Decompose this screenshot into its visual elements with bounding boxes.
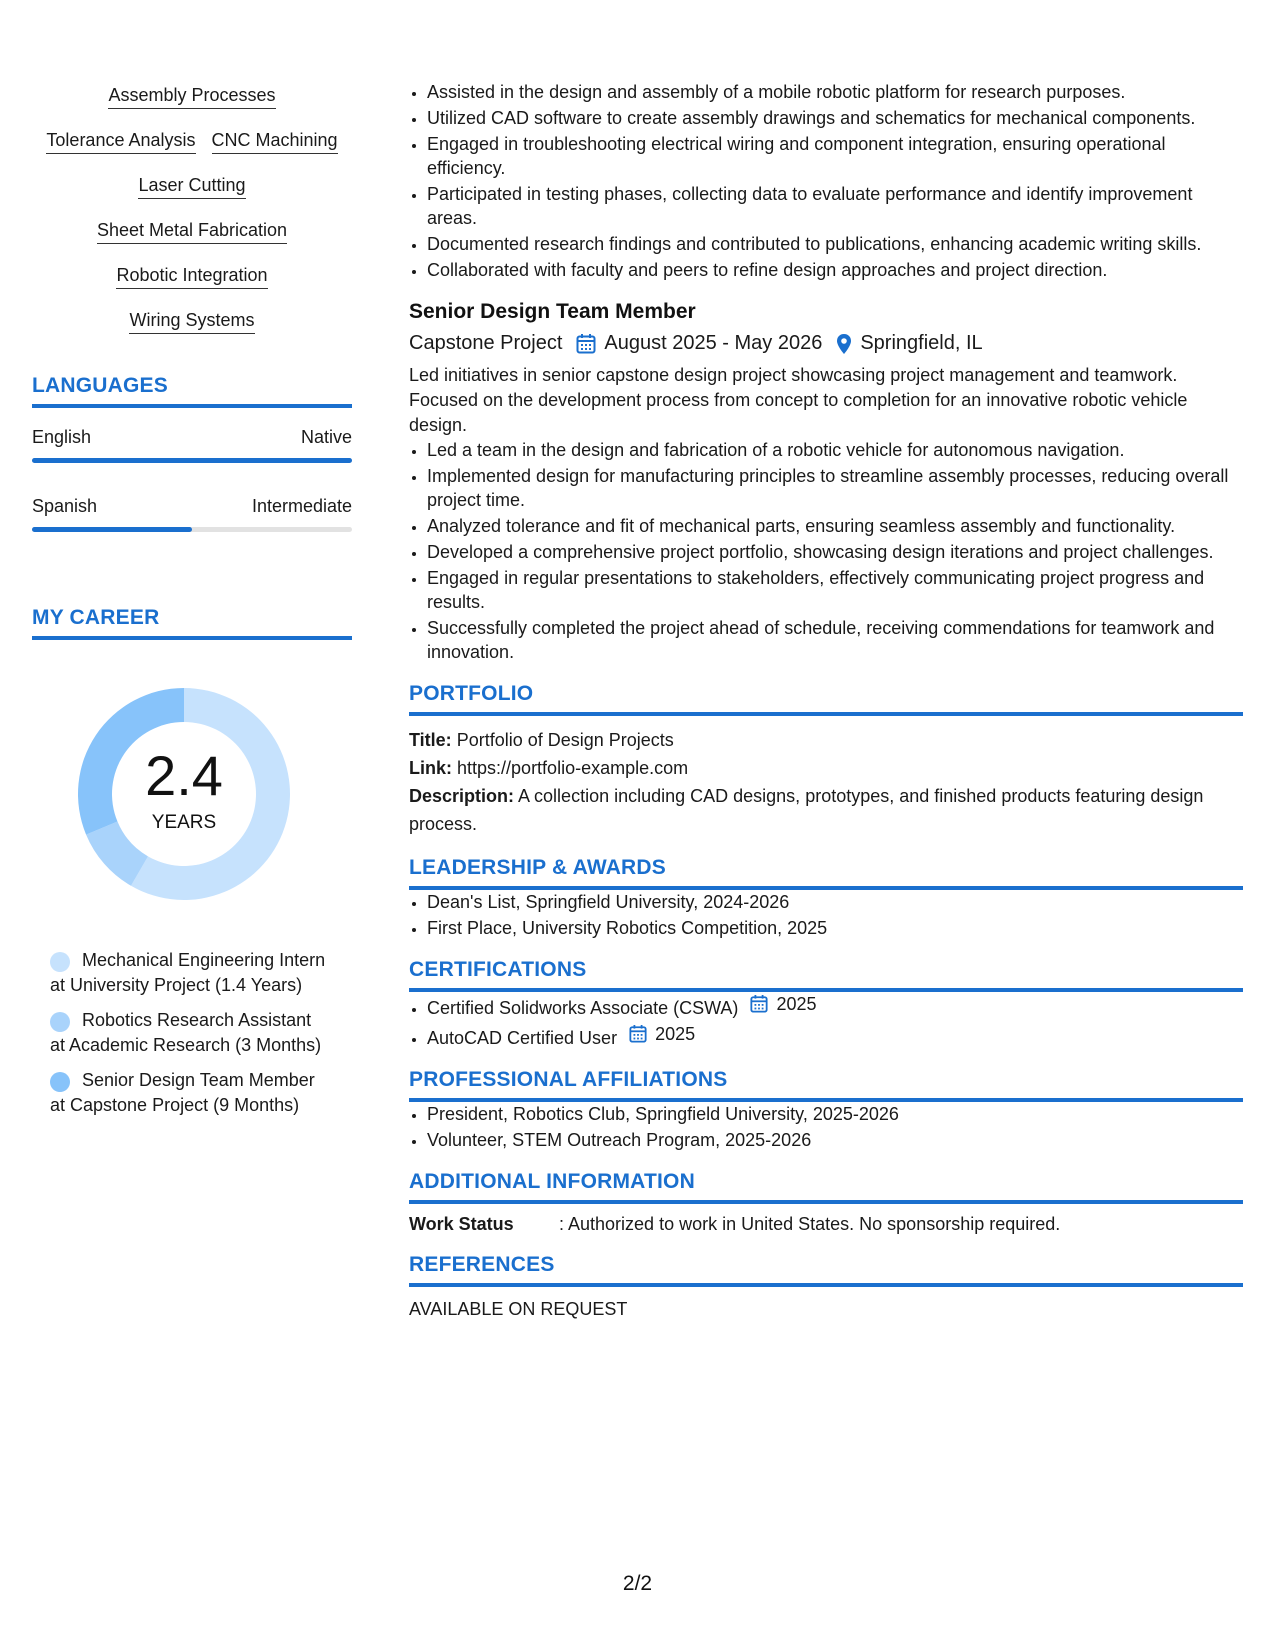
career-legend	[32, 948, 352, 1118]
additional-section	[409, 1170, 1243, 1235]
page-number: 2/2	[622, 1572, 653, 1595]
job-bullet: • Led a team in the design and fabrication of a robotic vehicle for autonomous navigation.	[427, 438, 1243, 462]
location-pin-icon	[836, 333, 852, 355]
calendar-icon	[750, 994, 772, 1014]
language-bar	[32, 527, 352, 532]
job-meta	[409, 332, 1243, 355]
language-bar	[32, 458, 352, 463]
job-bullet: • Analyzed tolerance and fit of mechanical parts, ensuring seamless assembly and functionality.	[427, 514, 1243, 538]
language-row	[32, 495, 352, 517]
skill-tag: Robotic Integration	[116, 264, 267, 289]
skill-row	[97, 219, 287, 264]
skill-tag: Sheet Metal Fabrication	[97, 219, 287, 244]
certification-name: AutoCAD Certified User	[427, 1028, 618, 1048]
previous-job-bullet: • Utilized CAD software to create assembly drawings and schematics for mechanical components.	[427, 106, 1243, 130]
certifications-title: CERTIFICATIONS	[409, 958, 587, 981]
portfolio-link-row	[409, 754, 1243, 782]
language-name: Spanish	[32, 496, 98, 516]
certification-date	[750, 992, 816, 1016]
language-bar-fill	[32, 527, 192, 532]
language-level: Intermediate	[251, 496, 352, 516]
certification-item	[427, 992, 1243, 1020]
references-section	[409, 1253, 1243, 1320]
job-bullet: • Developed a comprehensive project portfolio, showcasing design iterations and project challenges.	[427, 540, 1243, 564]
skill-tag: CNC Machining	[212, 129, 338, 154]
career-legend-item	[50, 948, 330, 998]
skill-tag: Laser Cutting	[138, 174, 245, 199]
portfolio-title-value: Portfolio of Design Projects	[456, 730, 674, 750]
portfolio-link-label: Link:	[409, 758, 452, 778]
previous-job-bullet: • Assisted in the design and assembly of a mobile robotic platform for research purposes.	[427, 80, 1243, 104]
skill-row	[116, 264, 267, 309]
language-level: Native	[300, 427, 352, 447]
portfolio-desc-row	[409, 782, 1243, 838]
legend-label: Robotics Research Assistant at Academic Research (3 Months)	[50, 1010, 322, 1055]
skill-tag: Wiring Systems	[129, 309, 254, 334]
calendar-icon	[629, 1024, 651, 1044]
portfolio-section	[409, 682, 1243, 838]
career-total-years: 2.4	[145, 744, 223, 807]
job-title: Senior Design Team Member	[409, 300, 696, 323]
legend-dot	[50, 1072, 70, 1092]
references-text: AVAILABLE ON REQUEST	[409, 1299, 628, 1319]
legend-label: Senior Design Team Member at Capstone Project (9 Months)	[50, 1070, 315, 1115]
affiliation-item: • President, Robotics Club, Springfield University, 2025-2026	[427, 1102, 1243, 1126]
career-total-unit: YEARS	[151, 812, 217, 833]
skill-tag: Assembly Processes	[108, 84, 275, 109]
job-dates: August 2025 - May 2026	[604, 332, 823, 354]
portfolio-title: PORTFOLIO	[409, 682, 534, 705]
certification-name: Certified Solidworks Associate (CSWA)	[427, 998, 739, 1018]
awards-list	[409, 890, 1243, 940]
work-status-row	[409, 1214, 1243, 1235]
skill-row	[129, 309, 254, 354]
skill-row	[108, 84, 275, 129]
job-description: Led initiatives in senior capstone design project showcasing project management and teamwork. Focused on the development process from concept to completion for an innovative robotic vehicle design.	[409, 365, 1188, 435]
job-bullets	[409, 438, 1243, 664]
legend-dot	[50, 952, 70, 972]
skill-tag: Tolerance Analysis	[46, 129, 195, 154]
references-title: REFERENCES	[409, 1253, 555, 1276]
skill-row	[138, 174, 245, 219]
additional-title: ADDITIONAL INFORMATION	[409, 1170, 695, 1193]
languages-rule	[32, 404, 352, 408]
award-item: • Dean's List, Springfield University, 2024-2026	[427, 890, 1243, 914]
career-legend-item	[50, 1008, 330, 1058]
references-rule	[409, 1283, 1243, 1287]
job-location: Springfield, IL	[860, 332, 983, 354]
portfolio-link-value[interactable]: https://portfolio-example.com	[457, 758, 689, 778]
work-status-label: Work Status	[409, 1214, 514, 1234]
certification-year: 2025	[655, 1024, 696, 1044]
affiliation-item: • Volunteer, STEM Outreach Program, 2025-2026	[427, 1128, 1243, 1152]
career-legend-item	[50, 1068, 330, 1118]
languages-title: LANGUAGES	[32, 374, 168, 397]
affiliations-list	[409, 1102, 1243, 1152]
language-name: English	[32, 427, 92, 447]
left-column	[32, 84, 352, 1128]
certifications-section	[409, 958, 1243, 1050]
previous-job-bullets	[409, 80, 1243, 282]
certifications-list	[409, 992, 1243, 1050]
previous-job-bullet: • Collaborated with faculty and peers to refine design approaches and project direction.	[427, 258, 1243, 282]
awards-section	[409, 856, 1243, 940]
career-title: MY CAREER	[32, 606, 160, 629]
additional-rule	[409, 1200, 1243, 1204]
job-bullet: • Successfully completed the project ahead of schedule, receiving commendations for teamwork and innovation.	[427, 616, 1243, 664]
calendar-icon	[576, 333, 596, 355]
portfolio-rule	[409, 712, 1243, 716]
language-bar-fill	[32, 458, 352, 463]
certification-year: 2025	[776, 994, 817, 1014]
portfolio-title-row	[409, 726, 1243, 754]
job-bullet: • Engaged in regular presentations to stakeholders, effectively communicating project progress and results.	[427, 566, 1243, 614]
right-column	[409, 80, 1243, 1320]
previous-job-bullet: • Engaged in troubleshooting electrical wiring and component integration, ensuring operational efficiency.	[427, 132, 1243, 180]
work-status-value: : Authorized to work in United States. No sponsorship required.	[559, 1214, 1061, 1234]
legend-dot	[50, 1012, 70, 1032]
certification-date	[629, 1022, 695, 1046]
job-company: Capstone Project	[409, 332, 563, 354]
award-item: • First Place, University Robotics Competition, 2025	[427, 916, 1243, 940]
language-item	[32, 426, 352, 463]
languages-list	[32, 426, 352, 532]
previous-job-bullet: • Documented research findings and contributed to publications, enhancing academic writing skills.	[427, 232, 1243, 256]
portfolio-title-label: Title:	[409, 730, 452, 750]
certification-item	[427, 1022, 1243, 1050]
portfolio-desc-label: Description:	[409, 786, 515, 806]
awards-title: LEADERSHIP & AWARDS	[409, 856, 666, 879]
language-row	[32, 426, 352, 448]
affiliations-section	[409, 1068, 1243, 1152]
previous-job-bullet: • Participated in testing phases, collecting data to evaluate performance and identify improvement areas.	[427, 182, 1243, 230]
portfolio-desc-value: A collection including CAD designs, prototypes, and finished products featuring design process.	[409, 786, 1204, 834]
legend-label: Mechanical Engineering Intern at University Project (1.4 Years)	[50, 950, 326, 995]
language-item	[32, 495, 352, 532]
skill-row	[46, 129, 337, 174]
career-rule	[32, 636, 352, 640]
skills-list	[32, 84, 352, 354]
affiliations-title: PROFESSIONAL AFFILIATIONS	[409, 1068, 728, 1091]
career-donut-chart	[64, 674, 304, 914]
job-bullet: • Implemented design for manufacturing principles to streamline assembly processes, reducing overall project time.	[427, 464, 1243, 512]
